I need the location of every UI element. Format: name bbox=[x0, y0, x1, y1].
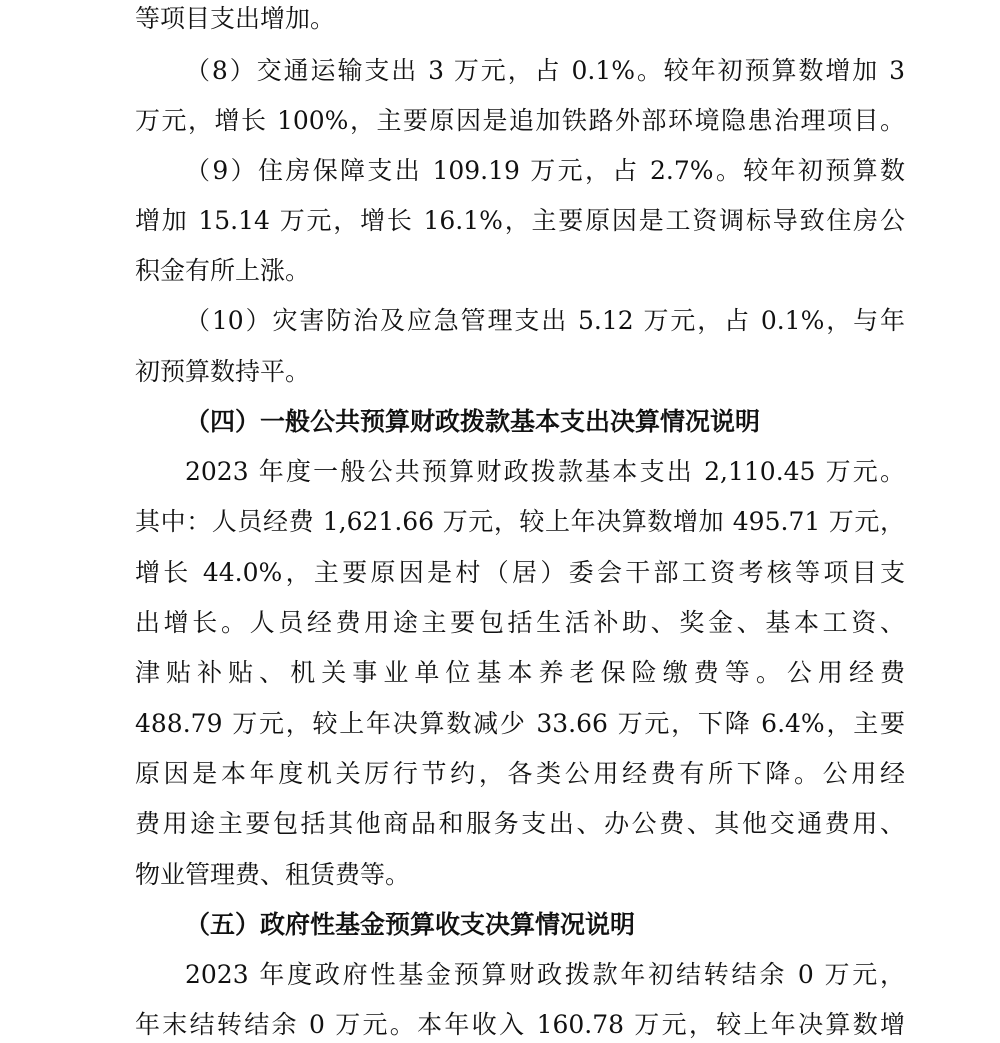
section-heading: （四）一般公共预算财政拨款基本支出决算情况说明 bbox=[185, 407, 761, 436]
paragraph-line: 原因是本年度机关厉行节约，各类公用经费有所下降。公用经 bbox=[135, 759, 905, 788]
paragraph-line: 其中：人员经费 1,621.66 万元，较上年决算数增加 495.71 万元， bbox=[135, 507, 905, 536]
paragraph-line: 488.79 万元，较上年决算数减少 33.66 万元，下降 6.4%，主要 bbox=[135, 709, 905, 738]
paragraph-line: 等项目支出增加。 bbox=[135, 4, 336, 33]
paragraph-line: （10）灾害防治及应急管理支出 5.12 万元，占 0.1%，与年 bbox=[185, 306, 905, 335]
paragraph-line: 增加 15.14 万元，增长 16.1%，主要原因是工资调标导致住房公 bbox=[135, 206, 905, 235]
paragraph-line: 万元，增长 100%，主要原因是追加铁路外部环境隐患治理项目。 bbox=[135, 106, 905, 135]
paragraph-line: （9）住房保障支出 109.19 万元，占 2.7%。较年初预算数 bbox=[185, 156, 905, 185]
paragraph-line: 2023 年度政府性基金预算财政拨款年初结转结余 0 万元， bbox=[185, 960, 905, 989]
paragraph-line: 津贴补贴、机关事业单位基本养老保险缴费等。公用经费 bbox=[135, 658, 905, 687]
paragraph-line: 年末结转结余 0 万元。本年收入 160.78 万元，较上年决算数增 bbox=[135, 1010, 905, 1039]
paragraph-line: 费用途主要包括其他商品和服务支出、办公费、其他交通费用、 bbox=[135, 809, 905, 838]
paragraph-line: （8）交通运输支出 3 万元，占 0.1%。较年初预算数增加 3 bbox=[185, 56, 905, 85]
paragraph-line: 出增长。人员经费用途主要包括生活补助、奖金、基本工资、 bbox=[135, 608, 905, 637]
section-heading: （五）政府性基金预算收支决算情况说明 bbox=[185, 910, 636, 939]
paragraph-line: 积金有所上涨。 bbox=[135, 256, 311, 285]
paragraph-line: 初预算数持平。 bbox=[135, 357, 311, 386]
paragraph-line: 增长 44.0%，主要原因是村（居）委会干部工资考核等项目支 bbox=[135, 558, 905, 587]
paragraph-line: 2023 年度一般公共预算财政拨款基本支出 2,110.45 万元。 bbox=[185, 457, 905, 486]
paragraph-line: 物业管理费、租赁费等。 bbox=[135, 860, 411, 889]
